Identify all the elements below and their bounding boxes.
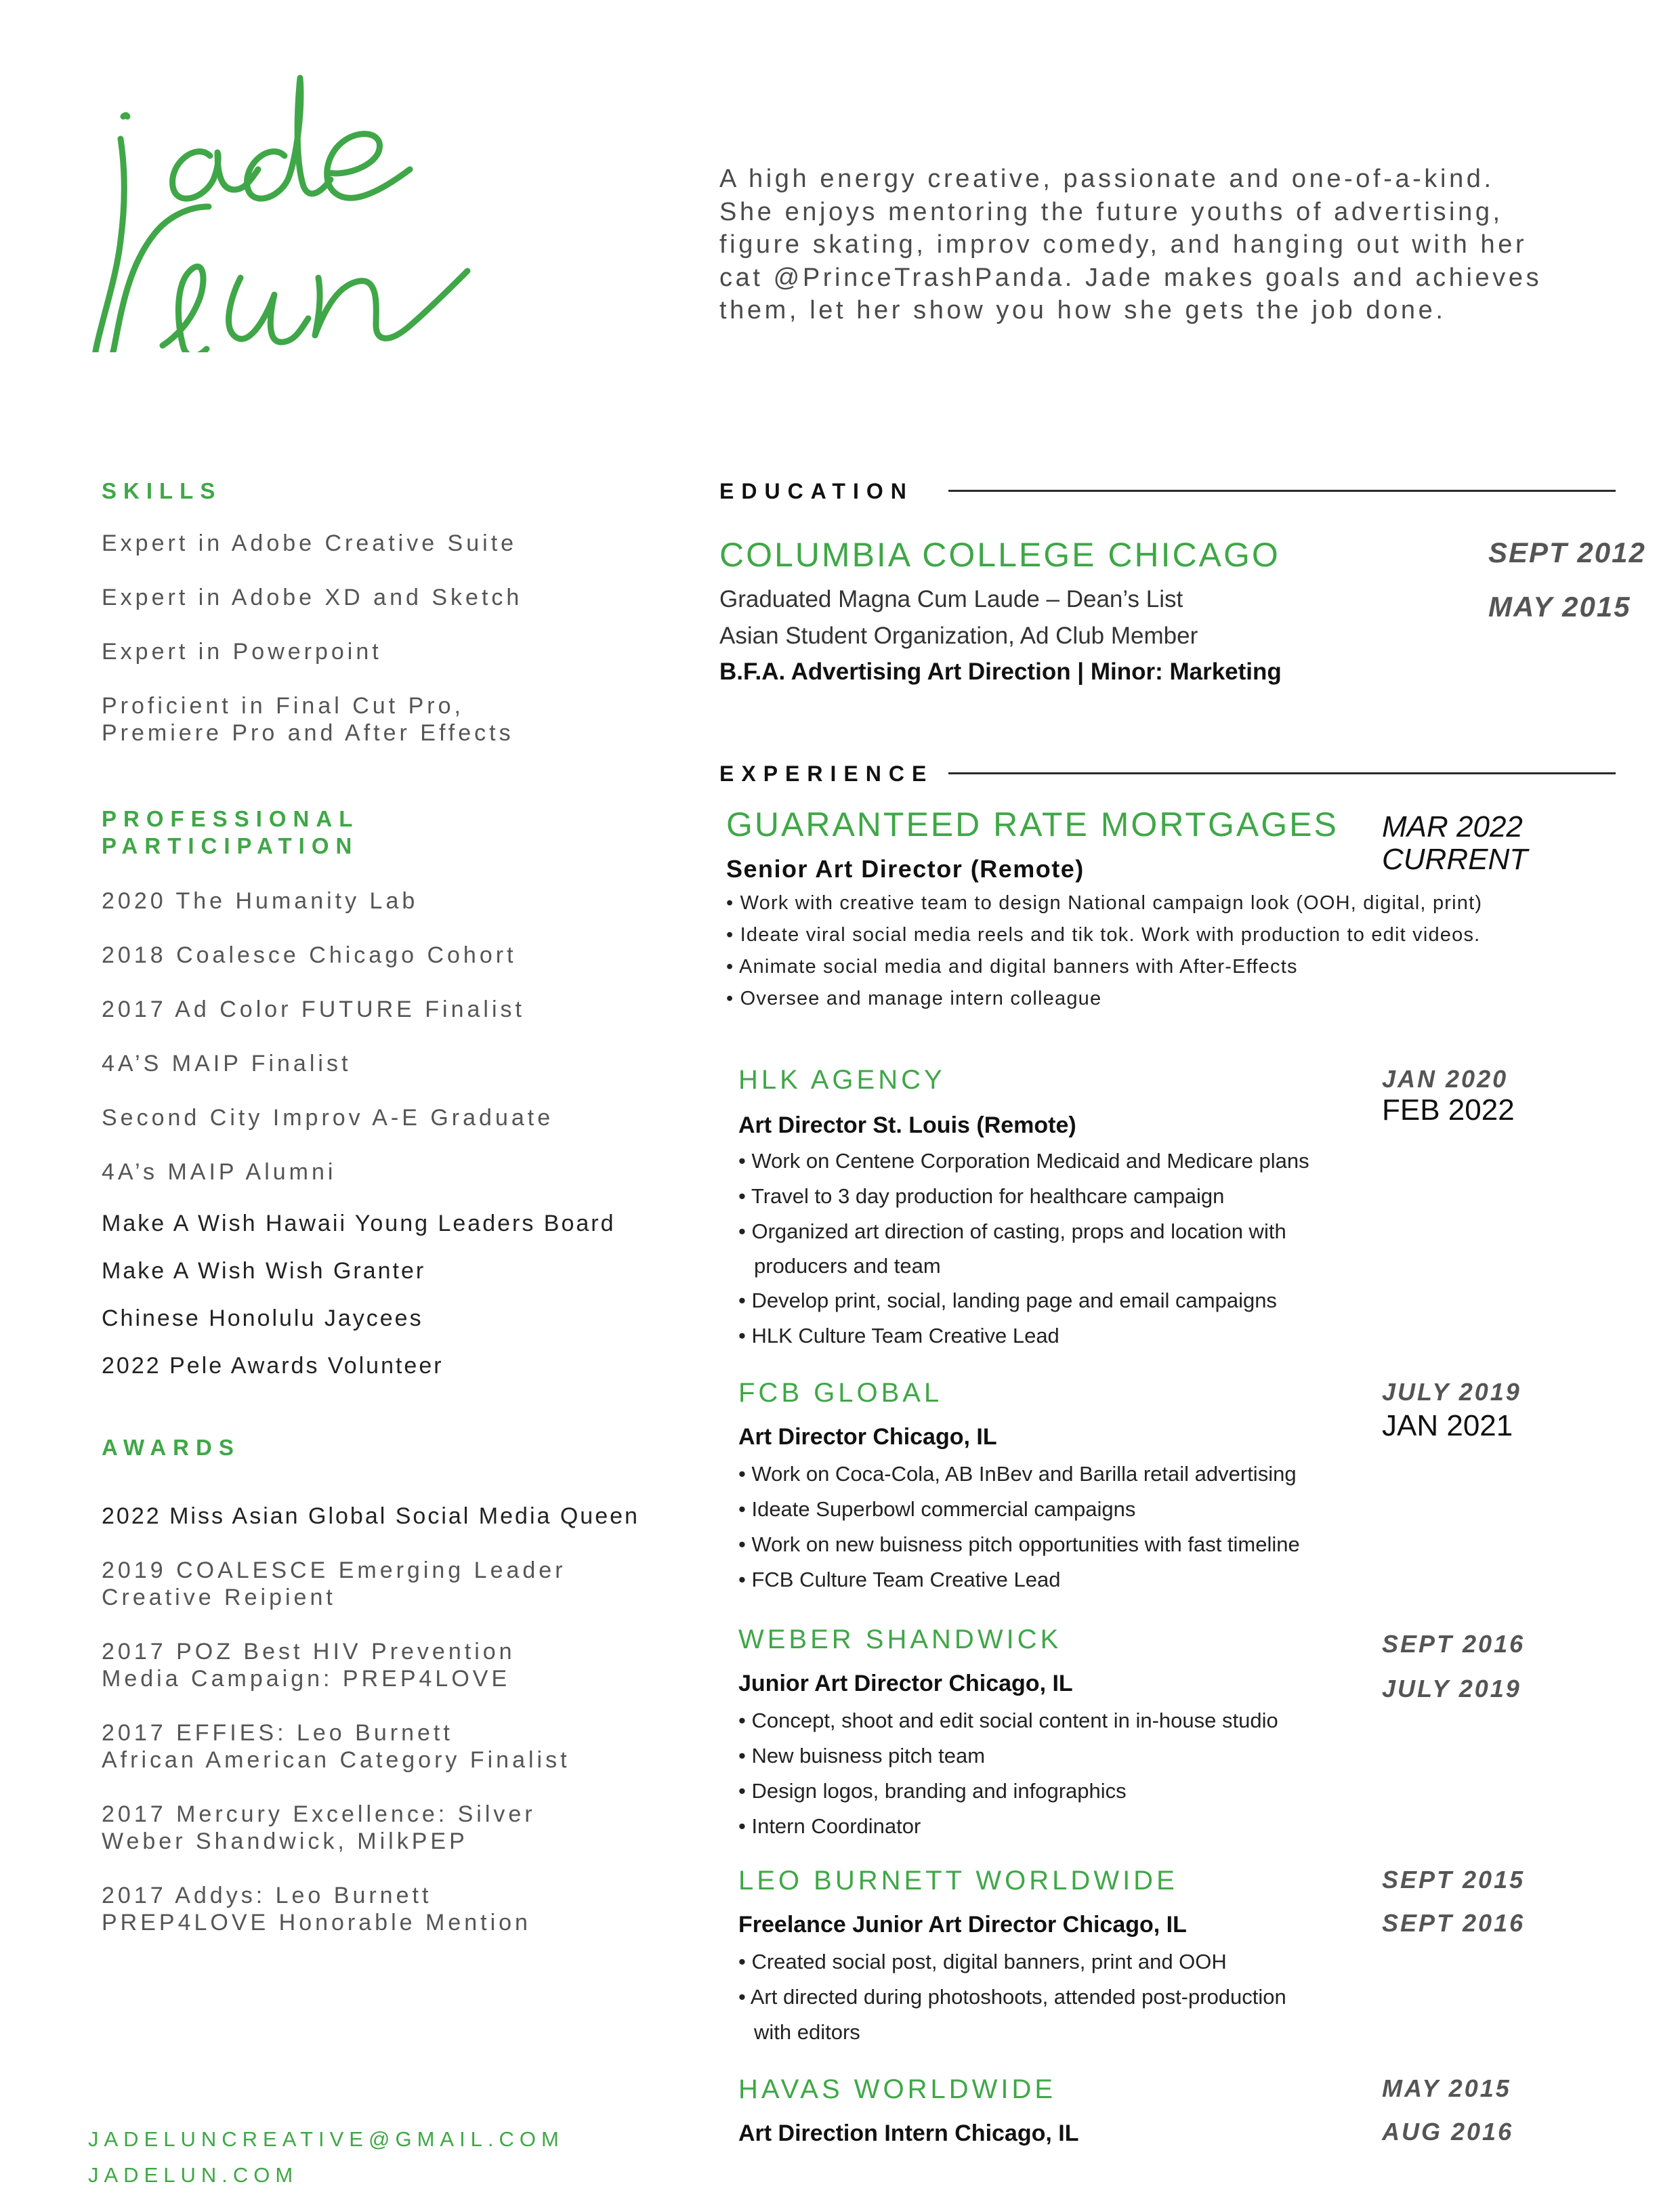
bio-line: cat @PrinceTrashPanda. Jade makes goals and achieves xyxy=(719,263,1542,292)
job-org: HLK AGENCY xyxy=(738,1065,946,1095)
job-start-date: JULY 2019 xyxy=(1382,1378,1521,1406)
job-org: WEBER SHANDWICK xyxy=(738,1625,1062,1654)
job-bullet: • Work on Coca-Cola, AB InBev and Barilla retail advertising xyxy=(738,1462,1297,1486)
education-end-date: MAY 2015 xyxy=(1488,591,1631,623)
section-divider xyxy=(948,490,1616,492)
participation-heading-line1: PROFESSIONAL xyxy=(102,806,360,831)
jade-lun-logo xyxy=(81,54,515,352)
bio-line: them, let her show you how she gets the job done. xyxy=(719,296,1446,325)
job-bullet: • Work on new buisness pitch opportunities with fast timeline xyxy=(738,1532,1300,1556)
skills-heading: SKILLS xyxy=(102,478,222,503)
job-bullet: • Work on Centene Corporation Medicaid and Medicare plans xyxy=(738,1149,1309,1173)
job-role: Art Director Chicago, IL xyxy=(738,1424,997,1450)
job-start-date: SEPT 2015 xyxy=(1382,1866,1526,1893)
job-org: FCB GLOBAL xyxy=(738,1378,943,1408)
education-start-date: SEPT 2012 xyxy=(1488,537,1646,568)
participation-item: Chinese Honolulu Jaycees xyxy=(102,1305,423,1331)
award-item: 2017 Addys: Leo Burnett xyxy=(102,1883,432,1908)
awards-heading: AWARDS xyxy=(102,1435,240,1460)
job-bullet: • Art directed during photoshoots, attended post-production xyxy=(738,1985,1286,2009)
job-bullet: • Animate social media and digital banners with After-Effects xyxy=(726,956,1298,978)
job-org: GUARANTEED RATE MORTGAGES xyxy=(726,805,1339,843)
job-role: Senior Art Director (Remote) xyxy=(726,855,1085,883)
job-org: HAVAS WORLDWIDE xyxy=(738,2074,1057,2104)
job-end-date: JAN 2021 xyxy=(1382,1409,1513,1442)
skill-item: Proficient in Final Cut Pro, xyxy=(102,693,464,719)
award-item: Creative Reipient xyxy=(102,1585,336,1610)
job-bullet: • Concept, shoot and edit social content in in-house studio xyxy=(738,1709,1278,1732)
job-bullet: • Organized art direction of casting, props and location with xyxy=(738,1219,1286,1243)
skill-item: Expert in Adobe XD and Sketch xyxy=(102,585,523,610)
education-heading: EDUCATION xyxy=(719,479,914,503)
job-bullet: • New buisness pitch team xyxy=(738,1744,986,1767)
participation-item: 2022 Pele Awards Volunteer xyxy=(102,1353,444,1379)
bio-line: A high energy creative, passionate and one-of-a-kind. xyxy=(719,165,1494,193)
experience-heading: EXPERIENCE xyxy=(719,761,934,786)
award-item: Media Campaign: PREP4LOVE xyxy=(102,1666,511,1692)
skill-item: Expert in Adobe Creative Suite xyxy=(102,530,518,556)
website-link[interactable]: JADELUN.COM xyxy=(88,2163,299,2187)
job-end-date: AUG 2016 xyxy=(1382,2118,1514,2146)
participation-item: 2018 Coalesce Chicago Cohort xyxy=(102,942,517,968)
award-item: African American Category Finalist xyxy=(102,1747,570,1773)
job-bullet: • Oversee and manage intern colleague xyxy=(726,988,1102,1009)
job-role: Art Direction Intern Chicago, IL xyxy=(738,2120,1079,2146)
job-role: Junior Art Director Chicago, IL xyxy=(738,1671,1073,1696)
job-start-date: MAR 2022 xyxy=(1382,810,1523,843)
participation-item: 2020 The Humanity Lab xyxy=(102,888,419,914)
job-start-date: SEPT 2016 xyxy=(1382,1630,1526,1658)
award-item: 2019 COALESCE Emerging Leader xyxy=(102,1557,566,1583)
job-bullet: • Develop print, social, landing page and email campaigns xyxy=(738,1289,1277,1312)
job-end-date: JULY 2019 xyxy=(1382,1675,1521,1702)
job-bullet: with editors xyxy=(754,2020,860,2044)
email-link[interactable]: JADELUNCREATIVE@GMAIL.COM xyxy=(88,2127,564,2151)
job-role: Art Director St. Louis (Remote) xyxy=(738,1112,1076,1138)
participation-heading-line2: PARTICIPATION xyxy=(102,833,359,858)
participation-item: 4A’S MAIP Finalist xyxy=(102,1051,352,1076)
award-item: 2022 Miss Asian Global Social Media Queen xyxy=(102,1503,639,1529)
participation-item: 2017 Ad Color FUTURE Finalist xyxy=(102,997,525,1022)
participation-item: Make A Wish Hawaii Young Leaders Board xyxy=(102,1211,616,1236)
skill-item: Premiere Pro and After Effects xyxy=(102,720,514,746)
award-item: PREP4LOVE Honorable Mention xyxy=(102,1910,531,1936)
job-bullet: • Created social post, digital banners, print and OOH xyxy=(738,1950,1227,1973)
job-start-date: JAN 2020 xyxy=(1382,1065,1509,1093)
job-bullet: • FCB Culture Team Creative Lead xyxy=(738,1568,1061,1591)
education-line: Graduated Magna Cum Laude – Dean’s List xyxy=(719,586,1183,612)
education-degree: B.F.A. Advertising Art Direction | Minor: Marketing xyxy=(719,658,1282,685)
job-bullet: • Work with creative team to design National campaign look (OOH, digital, print) xyxy=(726,892,1483,914)
section-divider xyxy=(948,772,1616,774)
participation-item: 4A’s MAIP Alumni xyxy=(102,1159,337,1185)
job-role: Freelance Junior Art Director Chicago, IL xyxy=(738,1912,1187,1938)
skill-item: Expert in Powerpoint xyxy=(102,639,382,665)
job-end-date: CURRENT xyxy=(1382,843,1528,876)
job-start-date: MAY 2015 xyxy=(1382,2074,1511,2102)
participation-item: Second City Improv A-E Graduate xyxy=(102,1105,554,1131)
school-name: COLUMBIA COLLEGE CHICAGO xyxy=(719,536,1280,574)
job-end-date: FEB 2022 xyxy=(1382,1093,1515,1127)
job-org: LEO BURNETT WORLDWIDE xyxy=(738,1866,1178,1896)
job-end-date: SEPT 2016 xyxy=(1382,1909,1526,1937)
bio-line: figure skating, improv comedy, and hanging out with her xyxy=(719,230,1528,259)
award-item: 2017 EFFIES: Leo Burnett xyxy=(102,1720,453,1746)
education-line: Asian Student Organization, Ad Club Member xyxy=(719,623,1198,649)
participation-item: Make A Wish Wish Granter xyxy=(102,1258,426,1284)
job-bullet: • HLK Culture Team Creative Lead xyxy=(738,1324,1059,1347)
award-item: 2017 Mercury Excellence: Silver xyxy=(102,1801,536,1827)
job-bullet: • Intern Coordinator xyxy=(738,1814,921,1838)
job-bullet: • Travel to 3 day production for healthcare campaign xyxy=(738,1184,1225,1208)
award-item: 2017 POZ Best HIV Prevention xyxy=(102,1639,516,1665)
bio-paragraph xyxy=(719,163,1600,327)
job-bullet: • Ideate viral social media reels and tik tok. Work with production to edit videos. xyxy=(726,924,1481,946)
award-item: Weber Shandwick, MilkPEP xyxy=(102,1828,468,1854)
job-bullet: • Ideate Superbowl commercial campaigns xyxy=(738,1497,1136,1521)
bio-line: She enjoys mentoring the future youths of advertising, xyxy=(719,197,1503,226)
job-bullet: producers and team xyxy=(754,1254,941,1278)
job-bullet: • Design logos, branding and infographics xyxy=(738,1779,1127,1803)
